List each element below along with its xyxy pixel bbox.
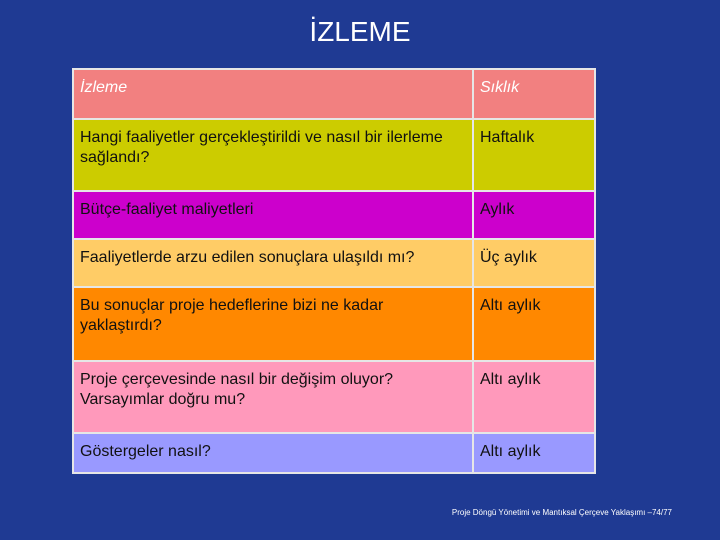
monitoring-table <box>72 68 596 474</box>
frequency-cell: Altı aylık <box>473 433 595 473</box>
frequency-cell: Aylık <box>473 191 595 239</box>
activity-cell: Bütçe-faaliyet maliyetleri <box>73 191 473 239</box>
frequency-cell: Altı aylık <box>473 287 595 361</box>
table-row <box>73 191 595 239</box>
activity-cell: Göstergeler nasıl? <box>73 433 473 473</box>
table-header-row <box>73 69 595 119</box>
frequency-cell: Altı aylık <box>473 361 595 433</box>
frequency-cell: Üç aylık <box>473 239 595 287</box>
frequency-cell: Haftalık <box>473 119 595 191</box>
header-cell-frequency: Sıklık <box>473 69 595 119</box>
activity-cell: Proje çerçevesinde nasıl bir değişim oluyor? Varsayımlar doğru mu? <box>73 361 473 433</box>
page-title: İZLEME <box>309 16 411 47</box>
table-row <box>73 287 595 361</box>
activity-cell: Hangi faaliyetler gerçekleştirildi ve nasıl bir ilerleme sağlandı? <box>73 119 473 191</box>
table-row <box>73 239 595 287</box>
table-row <box>73 433 595 473</box>
footer-text: Proje Döngü Yönetimi ve Mantıksal Çerçeve Yaklaşımı –74/77 <box>451 508 672 517</box>
activity-cell: Bu sonuçlar proje hedeflerine bizi ne kadar yaklaştırdı? <box>73 287 473 361</box>
table-row <box>73 361 595 433</box>
header-cell-monitoring: İzleme <box>73 69 473 119</box>
table-row <box>73 119 595 191</box>
activity-cell: Faaliyetlerde arzu edilen sonuçlara ulaşıldı mı? <box>73 239 473 287</box>
